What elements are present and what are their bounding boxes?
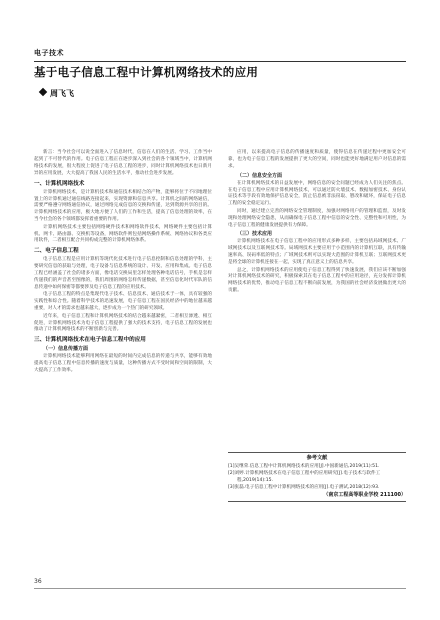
paragraph: 计算机网络技术主要包括网络硬件技术和网络软件技术，网络硬件主要包括计算机、网卡、路由器、交换机等设备，网络软件则包括网络操作系统、网络协议和各类应用软件，二者相互配合共同构成完整的计算机网络体系。 (34, 224, 212, 244)
section-heading-1: 一、计算机网络技术 (34, 180, 85, 187)
section-heading-2: 二、电子信息工程 (34, 248, 79, 255)
reference-item: [2]刘婷.计算机网络技术在电子信息工程中的应用研究[J].电子技术与软件工程,2019(14):15. (228, 471, 381, 483)
section-tag: 电子技术 (34, 49, 64, 57)
page-number: 36 (34, 578, 42, 585)
paragraph: 应用，以来提高电子信息的传播速度和质量，使得信息在传递过程中更加安全可靠，也为电子信息工程的发展提供了更大的空间，同时也能更好地满足用户对信息的需求。 (228, 150, 406, 169)
references-title: 参考文献 (306, 455, 328, 461)
paragraph: 同时，通过建立完善的网络安全管理制度，加强对网络用户的管理和监督，及时发现和处理网络安全隐患，从而确保电子信息工程中信息的安全性、完整性和可用性，为电子信息工程的健康发展提供有力保障。 (228, 208, 406, 228)
references-box (228, 452, 406, 502)
reference-item: [1]吴继荣.信息工程中计算机网络技术的应用[J].中国新通信,2019(11):51. (228, 464, 380, 469)
reference-item: [3]张磊.电子信息工程中计算机网络技术的应用[J].电子测试,2018(12):93. (228, 485, 380, 490)
subsection-heading: （三）技术应用 (237, 231, 273, 238)
paragraph: 计算机网络技术能够利用网络在最短的时间内完成信息的传递与共享，能够有效地提高电子信息工程中信息传播的速度与质量，这种传播方式不受时间和空间的限制，大大提高了工作效率。 (34, 354, 212, 374)
subsection-heading: （二）信息安全方面 (237, 172, 283, 179)
left-column (34, 150, 212, 375)
footer-divider (34, 588, 406, 589)
subsection-heading: （一）信息传播方面 (43, 346, 89, 353)
paragraph: 近年来，电子信息工程和计算机网络技术的结合越来越紧密，二者相互渗透、相互促进，计算机网络技术为电子信息工程提供了强大的技术支持，电子信息工程的发展也推动了计算机网络技术的不断创新与完善。 (34, 313, 212, 333)
paragraph: 总之，计算机网络技术的应用使电子信息工程得到了快速发展，我们应该不断加强对计算机网络技术的研究，积极探索其在电子信息工程中的应用途径，充分发挥计算机网络技术的优势，推动电子信息工程不断向前发展，为我国的社会经济发展做出更大的贡献。 (228, 267, 406, 294)
paragraph: 计算机网络技术在电子信息工程中的应用形式多种多样，主要包括局域网技术、广域网技术以及互联网技术等。局域网技术主要应用于小范围内的计算机互联，具有传输速率高、误码率低的特点；广域网技术则可以实现大范围的计算机互联；互联网技术更是将全球的计算机连接在一起，实现了真正意义上的信息共享。 (228, 239, 406, 266)
article-title: 基于电子信息工程中计算机网络技术的应用 (34, 65, 259, 79)
author-line (40, 88, 74, 99)
diamond-bullet-icon (39, 88, 47, 96)
paragraph: 电子信息工程的特点是集现代电子技术、信息技术、通信技术于一体，具有较强的实践性和综合性。随着科学技术的迅速发展，电子信息工程在国民经济中的地位越来越重要，对人才的需求也越来越大，逐步成为一个热门的研究领域。 (34, 292, 212, 312)
section-heading-3: 三、计算机网络技术在电子信息工程中的应用 (34, 337, 146, 344)
paragraph: 在计算机网络技术的日益发展中，网络信息的安全问题已经成为人们关注的焦点。在电子信息工程中应用计算机网络技术，可以通过防火墙技术、数据加密技术、身份认证技术等手段有效地保护信息安全，防止信息被非法窃取、篡改和破坏，保证电子信息工程的安全稳定运行。 (228, 180, 406, 207)
paragraph: 计算机网络技术，是计算机技术和通信技术相结合的产物，能够将位于不同地理位置上的计算机通过通信线路连接起来，实现资源和信息共享。计算机之间的网络通信，需要严格遵守网络通信协议，通过网络完成信息的交换和传递，达到资源共享的目的。计算机网络技术的应用，极大地方便了人们的工作和生活，提高了信息处理的效率，在当今社会的各个领域都发挥着重要的作用。 (34, 189, 212, 223)
paragraph: 电子信息工程是应用计算机等现代化技术进行电子信息控制和信息处理的学科，主要研究信息的获取与处理，电子设备与信息系统的设计、开发、应用和集成。电子信息工程已经涵盖了社会的诸多方面，像电话交换局里怎样处理各种电话信号，手机是怎样传递我们的声音甚至图像的，我们周围的网络怎样传递数据，甚至信息化时代军队的信息传递中如何保密等都要涉及电子信息工程的应用技术。 (34, 257, 212, 290)
author-name: 周飞飞 (50, 89, 74, 98)
author-affiliation: （南京工程高等职业学校 211100） (323, 492, 406, 498)
right-column (228, 150, 406, 296)
journal-header (34, 40, 406, 62)
intro-paragraph: 新言：当今社会可以说全面进入了信息时代，信息在人们的生活、学习、工作当中起到了不可替代的作用。电子信息工程正在逐步深入到社会的各个领域当中，计算机网络技术的发展，很大程度上促进了电子信息工程的进步，同时计算机网络技术也日新月异的应用发展，大大提高了我国人民的生活水平，推动社会进步发展。 (34, 150, 212, 176)
